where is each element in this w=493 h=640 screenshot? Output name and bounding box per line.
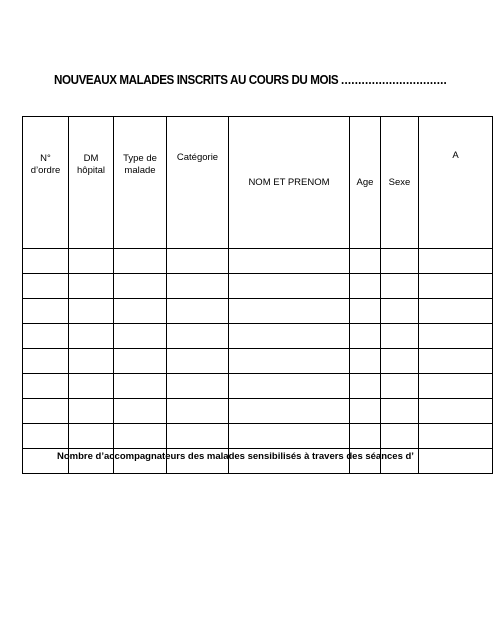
table-cell[interactable] <box>23 399 69 424</box>
table-cell[interactable] <box>167 374 229 399</box>
table-row <box>23 324 493 349</box>
table-row <box>23 274 493 299</box>
header-label: Catégorie <box>176 152 219 163</box>
table-row <box>23 399 493 424</box>
table-cell[interactable] <box>69 399 114 424</box>
patients-table <box>22 116 493 474</box>
header-label: Type de malade <box>123 153 157 176</box>
header-a <box>419 117 493 249</box>
table-cell[interactable] <box>229 274 350 299</box>
table-cell[interactable] <box>381 374 419 399</box>
header-label: DM hôpital <box>77 153 105 176</box>
table-cell[interactable] <box>69 274 114 299</box>
header-label: Sexe <box>388 176 411 188</box>
table-cell[interactable] <box>167 349 229 374</box>
table-cell[interactable] <box>350 399 381 424</box>
table-cell[interactable] <box>23 299 69 324</box>
title-text: NOUVEAUX MALADES INSCRITS AU COURS DU MOIS <box>54 73 339 87</box>
table-cell[interactable] <box>350 299 381 324</box>
table-cell[interactable] <box>167 424 229 449</box>
header-type-malade <box>114 117 167 249</box>
table-cell[interactable] <box>167 324 229 349</box>
table-cell[interactable] <box>114 374 167 399</box>
table-cell[interactable] <box>229 349 350 374</box>
table-cell[interactable] <box>23 274 69 299</box>
footer-note: Nombre d’accompagnateurs des malades sensibilisés à travers des séances d’ <box>57 451 414 462</box>
table-cell[interactable] <box>114 324 167 349</box>
table-cell[interactable] <box>381 249 419 274</box>
table-cell[interactable] <box>350 324 381 349</box>
header-label: NOM ET PRENOM <box>248 176 330 188</box>
table-cell[interactable] <box>381 399 419 424</box>
table-cell[interactable] <box>23 324 69 349</box>
table-cell[interactable] <box>69 374 114 399</box>
table-cell[interactable] <box>167 399 229 424</box>
table-cell[interactable] <box>69 324 114 349</box>
table-row <box>23 424 493 449</box>
table-cell[interactable] <box>419 399 493 424</box>
table-cell[interactable] <box>350 424 381 449</box>
table-cell[interactable] <box>229 424 350 449</box>
table-cell[interactable] <box>229 374 350 399</box>
header-nom-prenom <box>229 117 350 249</box>
table-cell[interactable] <box>69 299 114 324</box>
table-row <box>23 374 493 399</box>
table-cell[interactable] <box>114 249 167 274</box>
table-cell[interactable] <box>23 349 69 374</box>
table-cell[interactable] <box>381 274 419 299</box>
table-cell[interactable] <box>419 424 493 449</box>
header-label: N° d’ordre <box>30 153 61 176</box>
title-dots: ............................... <box>341 73 447 87</box>
table-cell[interactable] <box>114 399 167 424</box>
header-categorie <box>167 117 229 249</box>
table-cell[interactable] <box>419 249 493 274</box>
table-cell[interactable] <box>350 249 381 274</box>
table-cell[interactable] <box>229 249 350 274</box>
table-cell[interactable] <box>419 449 493 474</box>
page-title <box>54 73 447 87</box>
header-label: Age <box>356 176 374 188</box>
table-cell[interactable] <box>350 349 381 374</box>
table-row <box>23 249 493 274</box>
table-body <box>23 249 493 474</box>
table-cell[interactable] <box>381 324 419 349</box>
table-cell[interactable] <box>419 374 493 399</box>
table-cell[interactable] <box>69 349 114 374</box>
header-sexe <box>381 117 419 249</box>
table-row <box>23 349 493 374</box>
table-cell[interactable] <box>350 374 381 399</box>
table-header-row <box>23 117 493 249</box>
table-cell[interactable] <box>419 349 493 374</box>
table-cell[interactable] <box>167 249 229 274</box>
header-label: A <box>452 150 459 161</box>
table-cell[interactable] <box>23 424 69 449</box>
table-cell[interactable] <box>167 274 229 299</box>
table-cell[interactable] <box>419 299 493 324</box>
table-cell[interactable] <box>69 249 114 274</box>
table-cell[interactable] <box>419 324 493 349</box>
table-cell[interactable] <box>381 424 419 449</box>
table-cell[interactable] <box>114 349 167 374</box>
table-cell[interactable] <box>69 424 114 449</box>
header-numero-ordre <box>23 117 69 249</box>
table-row <box>23 299 493 324</box>
table-cell[interactable] <box>23 374 69 399</box>
table-cell[interactable] <box>114 274 167 299</box>
table-cell[interactable] <box>229 399 350 424</box>
table-cell[interactable] <box>229 324 350 349</box>
table-cell[interactable] <box>114 299 167 324</box>
table-cell[interactable] <box>229 299 350 324</box>
table-cell[interactable] <box>419 274 493 299</box>
table-cell[interactable] <box>114 424 167 449</box>
table-cell[interactable] <box>167 299 229 324</box>
table-cell[interactable] <box>23 249 69 274</box>
table-cell[interactable] <box>381 299 419 324</box>
table-cell[interactable] <box>350 274 381 299</box>
table-cell[interactable] <box>381 349 419 374</box>
header-age <box>350 117 381 249</box>
header-dm-hopital <box>69 117 114 249</box>
